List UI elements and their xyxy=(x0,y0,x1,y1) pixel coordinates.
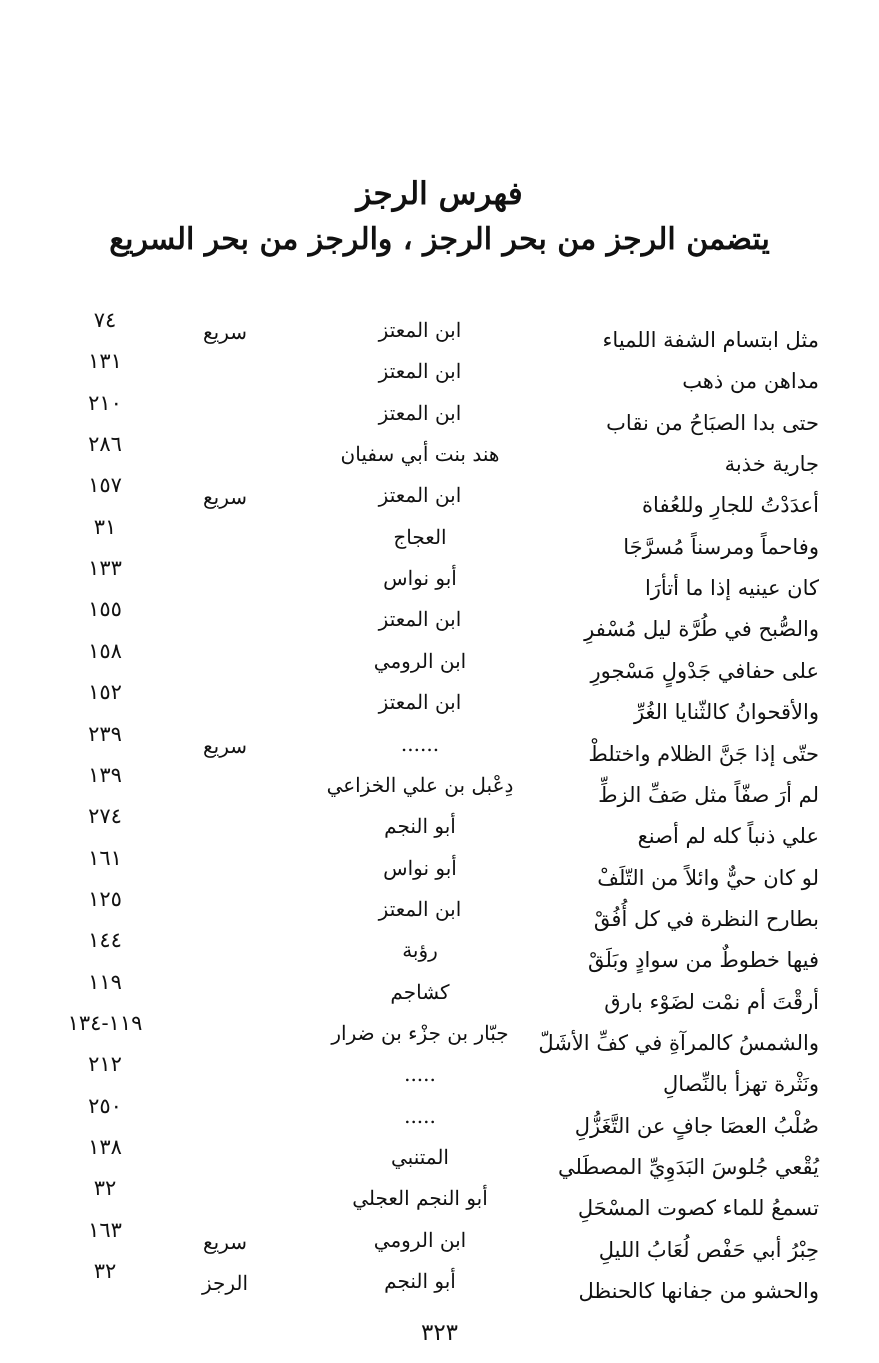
verse-text: كان عينيه إذا ما أتأرَا xyxy=(644,576,819,601)
poet-name: أبو نواس xyxy=(383,855,457,880)
poet-name: أبو النجم العجلي xyxy=(352,1186,488,1211)
verse-text: علي ذنباً كله لم أصنع xyxy=(637,824,819,849)
page-refs: ١٣٨ xyxy=(88,1135,122,1159)
meter-label: سريع xyxy=(202,1229,247,1254)
verse-text: مداهن من ذهب xyxy=(682,369,819,394)
poet-name: ابن المعتز xyxy=(378,896,462,921)
verse-text: مثل ابتسام الشفة اللمياء xyxy=(602,328,819,352)
poet-name: جبّار بن جزْء بن ضرار xyxy=(331,1020,509,1045)
page-refs: ١٥٢ xyxy=(88,680,122,705)
page-refs: ١١٩ xyxy=(88,969,122,994)
page-refs: ١٣١ xyxy=(88,349,122,374)
verse-text: والشمسُ كالمرآةِ في كفِّ الأشَلّ xyxy=(538,1030,819,1055)
verse-text: حتى بدا الصبَاحُ من نقاب xyxy=(606,410,819,435)
poet-name: أبو نواس xyxy=(383,566,457,591)
page-refs: ٣١ xyxy=(93,514,117,539)
verse-text: ونَثْرة تهزأ بالنِّصالِ xyxy=(662,1072,819,1097)
verse-text: والأقحوانُ كالثّنايا الغُرِّ xyxy=(633,700,819,725)
verse-text: على حفافي جَدْولٍ مَسْجورِ xyxy=(590,658,819,683)
page-subtitle: يتضمن الرجز من بحر الرجز ، والرجز من بحر السريع xyxy=(109,222,770,257)
poet-name: دِعْبل بن علي الخزاعي xyxy=(326,772,514,797)
verse-text: والحشو من جفانها كالحنظل xyxy=(578,1279,819,1304)
page-refs: ٢١٢ xyxy=(88,1052,122,1077)
page-refs: ٢٣٩ xyxy=(88,721,122,746)
page-refs: ٢٥٠ xyxy=(88,1093,122,1118)
verse-text: حتّى إذا جَنَّ الظلام واختلطْ xyxy=(588,741,819,766)
poet-name: ابن المعتز xyxy=(378,690,462,715)
page-refs: ١٦١ xyxy=(88,845,122,870)
page-refs: ٧٤ xyxy=(93,308,117,332)
page-refs: ٢١٠ xyxy=(88,390,122,415)
poet-name: المتنبي xyxy=(391,1145,449,1169)
index-row xyxy=(0,1259,879,1311)
page-refs: ٢٨٦ xyxy=(88,432,122,457)
poet-name: هند بنت أبي سفيان xyxy=(340,442,500,467)
meter-label: سريع xyxy=(202,733,247,758)
page-refs: ١١٩-١٣٤ xyxy=(67,1010,143,1035)
verse-text: صُلْبُ العصَا جافٍ عن التَّغَزُّلِ xyxy=(574,1113,819,1138)
page-refs: ٣٢ xyxy=(93,1259,117,1284)
verse-text: وفاحماً ومرسناً مُسرَّجَا xyxy=(623,534,819,559)
poet-name: ابن المعتز xyxy=(378,359,462,384)
poet-name: كشاجم xyxy=(390,979,450,1004)
page-refs: ٢٧٤ xyxy=(88,804,122,829)
poet-name: ابن المعتز xyxy=(378,483,462,508)
page-refs: ١٢٥ xyxy=(88,886,122,911)
page-number: ٣٢٣ xyxy=(420,1320,459,1346)
poet-name: أبو النجم xyxy=(384,1269,456,1294)
poet-name: ابن المعتز xyxy=(378,400,462,425)
poet-name: أبو النجم xyxy=(384,814,456,839)
verse-text: لو كان حيٌّ وائلاً من التّلَفْ xyxy=(597,865,819,890)
page-refs: ١٤٤ xyxy=(88,928,122,953)
verse-text: لم أرَ صفّاً مثل صَفِّ الزطِّ xyxy=(598,782,819,807)
meter-label: سريع xyxy=(202,485,247,510)
verse-text: بطارح النظرة في كل أُفُقْ xyxy=(593,906,819,931)
verse-text: يُقْعي جُلوسَ البَدَوِيِّ المصطَلي xyxy=(558,1155,819,1179)
page-refs: ١٦٣ xyxy=(88,1217,122,1242)
poet-name: ..... xyxy=(404,1062,436,1087)
verse-text: أعدَدْتُ للجارِ وللعُفاة xyxy=(642,493,819,518)
page-refs: ١٥٧ xyxy=(88,473,122,498)
verse-text: جارية خذبة xyxy=(724,452,819,477)
verse-text: أرقْتَ أم نمْت لضَوْء بارق xyxy=(604,989,819,1014)
poet-name: ..... xyxy=(404,1103,436,1128)
poet-name: ابن المعتز xyxy=(378,318,462,342)
verse-text: فيها خطوطٌ من سوادٍ وبَلَقْ xyxy=(588,948,819,973)
page-refs: ١٥٨ xyxy=(88,638,122,663)
verse-text: حِبْرُ أبي حَفْص لُعَابُ الليلِ xyxy=(598,1237,819,1262)
meter-label: الرجز xyxy=(201,1271,249,1296)
poet-name: ابن المعتز xyxy=(378,607,462,632)
verse-text: والصُّبح في طُرَّة ليل مُسْفرِ xyxy=(584,617,819,642)
poet-name: ابن الرومي xyxy=(373,648,467,673)
page-title: فهرس الرجز xyxy=(356,176,523,212)
page-refs: ١٣٩ xyxy=(88,762,122,787)
verse-text: تسمعُ للماء كصوت المسْحَلِ xyxy=(577,1196,819,1221)
meter-label: سريع xyxy=(202,320,247,344)
poet-name: العجاج xyxy=(393,524,447,549)
page-refs: ٣٢ xyxy=(93,1176,117,1201)
page-refs: ١٣٣ xyxy=(88,556,122,581)
poet-name: ابن الرومي xyxy=(373,1227,467,1252)
poet-name: رؤبة xyxy=(402,938,438,963)
poet-name: ...... xyxy=(400,731,440,756)
page-refs: ١٥٥ xyxy=(88,597,122,622)
